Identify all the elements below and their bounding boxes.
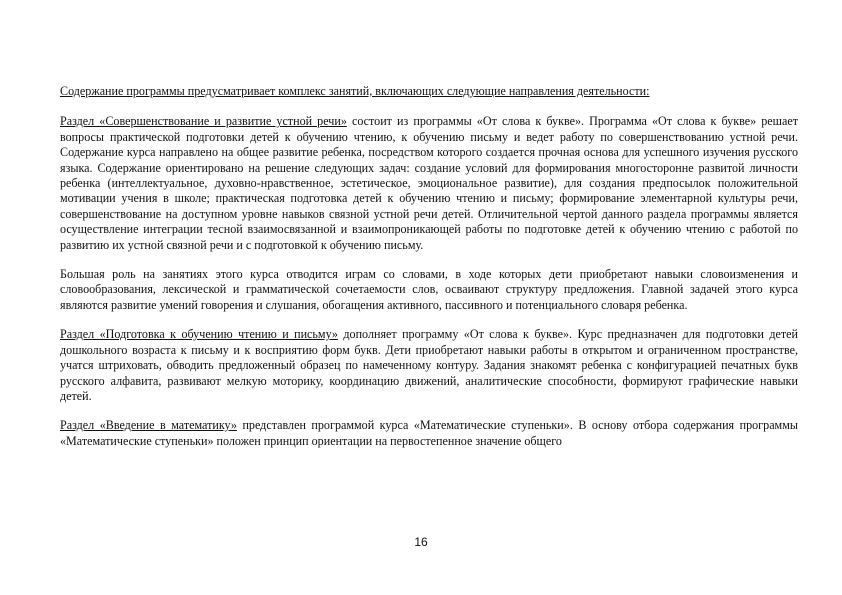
paragraph-text: дополняет программу «От слова к букве». Курс предназначен для подготовки детей дошкольного возраста к письму и к восприятию форм букв. Дети приобретают навыки работы в открытом и ограниченном пространстве, учатся штриховать, обводить предложенный образец по намеченному контуру. Задания знакомят ребенка с конфигурацией печатных букв русского алфавита, развивают мелкую моторику, координацию движений, аналитические способности, формируют графические навыки детей. — [60, 327, 798, 403]
section-heading-speech: Раздел «Совершенствование и развитие устной речи» — [60, 114, 347, 129]
paragraph-text: представлен программой курса «Математические ступеньки». В основу отбора содержания программы «Математические ступеньки» положен принцип ориентации на первостепенное значение общего — [60, 418, 798, 448]
paragraph-speech-development — [60, 114, 798, 253]
section-heading-math: Раздел «Введение в математику» — [60, 418, 237, 433]
intro-paragraph: Содержание программы предусматривает комплекс занятий, включающих следующие направления деятельности: — [60, 84, 650, 98]
paragraph-reading-writing — [60, 327, 798, 404]
paragraph-text: состоит из программы «От слова к букве». Программа «От слова к букве» решает вопросы практической подготовки детей к обучению чтению, к обучению письму и ведет работу по совершенствованию устной речи. Содержание курса направлено на общее развитие ребенка, посредством которого создается прочная основа для успешного изучения русского языка. Содержание ориентировано на решение следующих задач: создание условий для формирования многосторонне развитой личности ребенка (интеллектуальное, духовно-нравственное, эстетическое, эмоциональное развитие), для создания предпосылок положительной мотивации учения в школе; практическая подготовка детей к обучению чтению и письму; формирование элементарной культуры речи, совершенствование на доступном уровне навыков связной устной речи детей. Отличительной чертой данного раздела программы является осуществление интеграции тесной взаимосвязанной и взаимопроникающей работы по подготовке детей к обучению чтению с работой по развитию их устной связной речи и с подготовкой к обучению письму. — [60, 114, 798, 252]
section-heading-reading: Раздел «Подготовка к обучению чтению и письму» — [60, 327, 338, 342]
document-body — [60, 84, 798, 463]
paragraph-math — [60, 418, 798, 449]
page-number: 16 — [414, 535, 428, 549]
paragraph-text: Большая роль на занятиях этого курса отводится играм со словами, в ходе которых дети приобретают навыки словоизменения и словообразования, лексической и грамматической сочетаемости слов, осваивают структуру предложения. Главной задачей этого курса являются развитие умений говорения и слушания, обогащения активного, пассивного и потенциального словаря ребенка. — [60, 267, 798, 312]
paragraph-word-games — [60, 267, 798, 313]
